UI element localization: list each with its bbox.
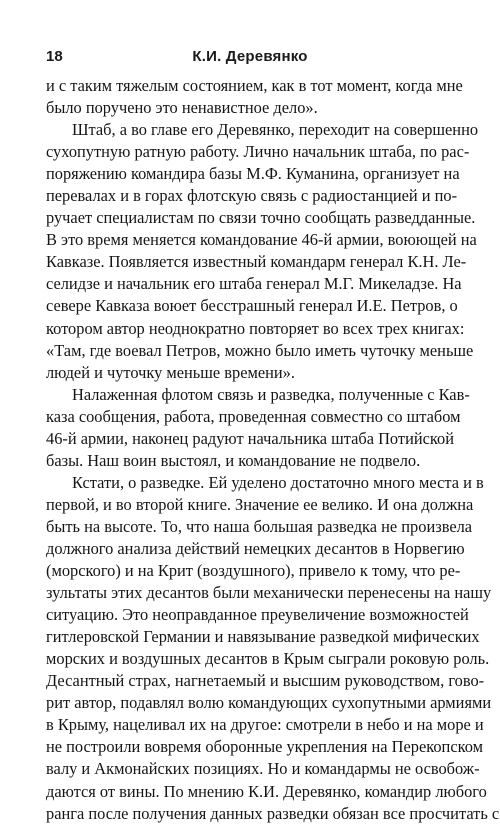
text-line: ручает специалистам по связи точно сообщать разведданные. [46, 208, 476, 228]
text-line: Штаб, а во главе его Деревянко, переходит на совершенно [72, 120, 479, 140]
text-line: быть на высоте. То, что наша большая разведка не произвела [46, 516, 473, 536]
text-line: Кстати, о разведке. Ей уделено достаточно много места и в [72, 472, 484, 492]
text-line: и с таким тяжелым состоянием, как в тот момент, когда мне [46, 76, 463, 95]
text-line: (морского) и на Крит (воздушного), привело к тому, что ре- [46, 561, 461, 581]
text-line: В это время меняется командование 46-й армии, воюющей на [46, 230, 477, 250]
text-line: Десантный страх, нагнетаемый и высшим руководством, гово- [46, 671, 485, 691]
page-header [46, 48, 454, 70]
text-line: селидзе и начальник его штаба генерал М.Г. Микеладзе. На [46, 274, 462, 294]
text-line: морских и воздушных десантов в Крым сыграли роковую роль. [46, 649, 490, 669]
text-line: ранга после получения данных разведки обязан все просчитать с [46, 803, 500, 823]
text-line: людей и чуточку меньше времени». [46, 362, 295, 382]
paragraph [46, 472, 500, 825]
text-line: было поручено это ненавистное дело». [46, 98, 318, 118]
text-line: Налаженная флотом связь и разведка, полученные с Кав- [72, 384, 470, 404]
text-line: перевалах и в горах флотскую связь с радиостанцией и по- [46, 186, 458, 206]
text-line: базы. Наш воин выстоял, и командование не подвело. [46, 450, 421, 470]
text-line: в Крыму, нацеливал их на другое: смотрели в небо и на море и [46, 715, 484, 735]
text-line: севере Кавказа воюет бесстрашный генерал И.Е. Петров, о [46, 296, 458, 316]
page-number: 18 [46, 48, 63, 65]
text-line: даются от вины. По мнению К.И. Деревянко, командир любого [46, 781, 487, 801]
text-line: «Там, где воевал Петров, можно было иметь чуточку меньше [46, 340, 474, 360]
text-line: Кавказе. Появляется известный командарм генерал К.Н. Ле- [46, 252, 467, 272]
body-text [46, 75, 500, 825]
text-line: поряжению командира базы М.Ф. Куманина, организует на [46, 164, 460, 184]
text-line: каза сообщения, работа, проведенная совместно со штабом [46, 406, 461, 426]
text-line: котором автор неоднократно повторяет во всех трех книгах: [46, 318, 465, 338]
paragraph [46, 119, 479, 384]
text-line: должного анализа действий немецких десантов в Норвегию [46, 538, 465, 558]
text-line: зультаты этих десантов были механически перенесены на нашу [46, 583, 492, 603]
text-line: рит автор, подавлял волю командующих сухопутными армиями [46, 693, 492, 713]
text-line: валу и Акмонайских позициях. Но и командармы не освобож- [46, 759, 480, 779]
paragraph [46, 384, 470, 472]
running-title: К.И. Деревянко [192, 48, 308, 65]
text-line: 46-й армии, наконец радуют начальника штаба Потийской [46, 428, 454, 448]
text-line: гитлеровской Германии и навязывание разведкой мифических [46, 627, 480, 647]
text-line: сухопутную ратную работу. Лично начальник штаба, по рас- [46, 142, 470, 162]
text-line: ситуацию. Это неоправданное преувеличение возможностей [46, 605, 469, 625]
text-line: не построили вовремя оборонные укрепления на Перекопском [46, 737, 483, 757]
paragraph [46, 75, 463, 119]
text-line: первой, и во второй книге. Значение ее велико. И она должна [46, 494, 474, 514]
